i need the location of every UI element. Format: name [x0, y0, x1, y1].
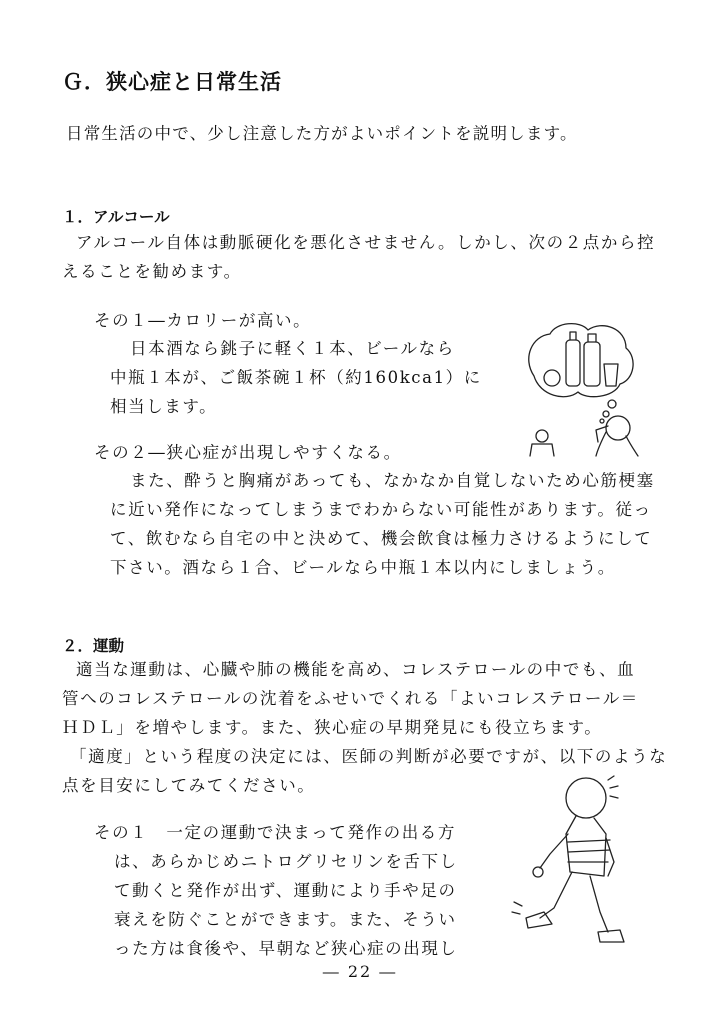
exercise-point1-line: その１ 一定の運動で決まって発作の出る方 — [94, 823, 456, 842]
walking-man-illustration — [510, 772, 650, 948]
exercise-point1 — [94, 818, 458, 963]
exercise-lead-line: 点を目安にしてみてください。 — [62, 776, 316, 795]
alcohol-point1-heading: その１―カロリーが高い。 — [94, 311, 312, 330]
alcohol-point1-line: 中瓶１本が、ご飯茶碗１杯（約160kca1）に — [110, 368, 482, 387]
exercise-point1-line: った方は食後や、早朝など狭心症の出現し — [114, 939, 458, 958]
alcohol-point2-line: また、酔うと胸痛があっても、なかなか自覚しないため心筋梗塞 — [130, 471, 655, 490]
intro-text: 日常生活の中で、少し注意した方がよいポイントを説明します。 — [66, 124, 578, 143]
alcohol-lead-line: アルコール自体は動脈硬化を悪化させません。しかし、次の２点から控 — [76, 233, 656, 252]
alcohol-point1-line: 相当します。 — [110, 397, 218, 416]
exercise-point1-line: は、あらかじめニトログリセリンを舌下し — [114, 852, 458, 871]
alcohol-lead — [62, 228, 655, 286]
alcohol-point2-line: 下さい。酒なら１合、ビールなら中瓶１本以内にしましょう。 — [110, 558, 616, 577]
alcohol-point2-body — [110, 466, 655, 582]
alcohol-point2-line: て、飲むなら自宅の中と決めて、機会飲食は極力さけるようにして — [110, 529, 653, 548]
alcohol-point2-line: に近い発作になってしまうまでわからない可能性があります。従っ — [110, 500, 652, 519]
alcohol-point1-body — [110, 334, 482, 421]
page-title: Ｇ．狭心症と日常生活 — [62, 70, 282, 94]
drinking-man-illustration — [522, 318, 642, 458]
section-heading-alcohol: １．アルコール — [62, 208, 170, 226]
alcohol-lead-line: えることを勧めます。 — [62, 262, 242, 281]
alcohol-point2-heading: その２―狭心症が出現しやすくなる。 — [94, 443, 402, 462]
exercise-lead-line: ＨＤＬ」を増やします。また、狭心症の早期発見にも役立ちます。 — [62, 718, 603, 737]
alcohol-point1-line: 日本酒なら銚子に軽く１本、ビールなら — [130, 339, 455, 358]
exercise-lead-line: 管へのコレステロールの沈着をふせいでくれる「よいコレステロール＝ — [62, 689, 639, 708]
exercise-point1-line: て動くと発作が出ず、運動により手や足の — [114, 881, 457, 900]
page-number: ― 22 ― — [322, 962, 398, 981]
exercise-point1-line: 衰えを防ぐことができます。また、そうい — [114, 910, 457, 929]
exercise-lead-line: 適当な運動は、心臓や肺の機能を高め、コレステロールの中でも、血 — [76, 660, 636, 679]
section-heading-exercise: ２．運動 — [62, 637, 125, 655]
exercise-lead-line: 「適度」という程度の決定には、医師の判断が必要ですが、以下のような — [70, 747, 668, 766]
